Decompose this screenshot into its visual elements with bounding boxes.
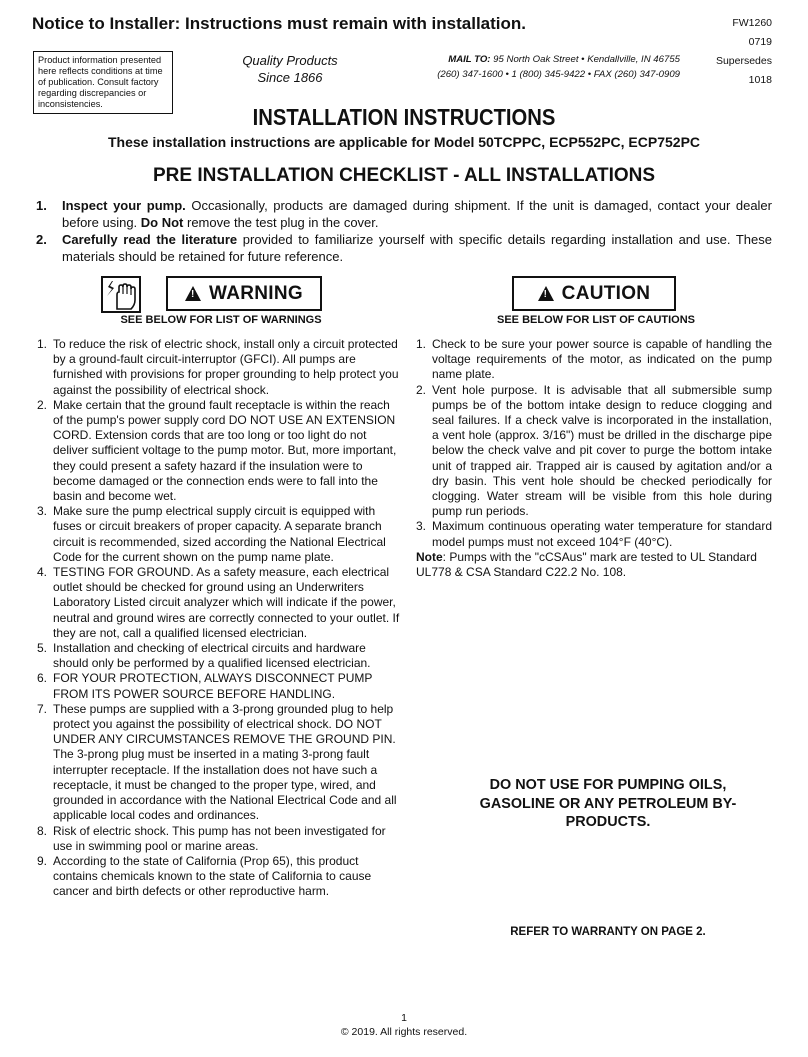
disclaimer-line: regarding discrepancies or bbox=[38, 88, 147, 98]
warning-item bbox=[37, 398, 403, 504]
mail-address: 95 North Oak Street • Kendallville, IN 46755 bbox=[490, 54, 680, 65]
doc-code: FW1260 bbox=[732, 17, 772, 29]
checklist-item bbox=[36, 231, 772, 265]
warranty-reference: REFER TO WARRANTY ON PAGE 2. bbox=[510, 926, 706, 938]
certification-note bbox=[416, 550, 772, 580]
mailing-address bbox=[398, 52, 680, 82]
item-number: 7. bbox=[37, 701, 48, 716]
item-number: 1. bbox=[36, 198, 47, 213]
tagline-line: Quality Products bbox=[242, 53, 338, 68]
item-number: 1. bbox=[37, 337, 48, 351]
item-heading: Carefully read the literature bbox=[62, 232, 238, 247]
item-text: Installation and checking of electrical circuits and hardware should only be performed by a qualified licensed electrician. bbox=[53, 641, 371, 671]
item-text: Risk of electric shock. This pump has not been investigated for use in swimming pool or marine areas. bbox=[53, 823, 386, 853]
disclaimer-line: inconsistencies. bbox=[38, 99, 103, 109]
caution-item bbox=[416, 337, 772, 383]
document-number-block bbox=[716, 14, 772, 90]
checklist-heading: PRE INSTALLATION CHECKLIST - ALL INSTALLATIONS bbox=[152, 165, 656, 186]
electric-shock-hand-icon bbox=[101, 276, 141, 313]
item-text: Make certain that the ground fault receptacle is within the reach of the pump's power supply cord DO NOT USE AN EXTENSION CORD. Extension cords that are too long or too light do not deliver sufficient voltage to the pump motor. But, more important, they could present a safety hazard if the insulation were to become damaged or the connection ends were to fall into the basin and become wet. bbox=[53, 397, 397, 504]
item-number: 3. bbox=[37, 504, 48, 519]
supersedes-value: 1018 bbox=[748, 74, 772, 86]
caution-banner bbox=[512, 276, 676, 311]
item-number: 8. bbox=[37, 823, 48, 838]
item-number: 2. bbox=[36, 232, 47, 247]
item-text: TESTING FOR GROUND. As a safety measure, each electrical outlet should be checked for ground using an Underwriters Laboratory Listed circuit analyzer which will indicate if the power, neutral and ground wires are correctly connected to your outlet. If they are not, call a qualified licensed electrician. bbox=[53, 565, 400, 640]
checklist-item bbox=[36, 197, 772, 231]
warnings-subheading: SEE BELOW FOR LIST OF WARNINGS bbox=[120, 314, 322, 326]
doc-date: 0719 bbox=[748, 36, 772, 48]
warning-item bbox=[37, 824, 403, 854]
item-text: FOR YOUR PROTECTION, ALWAYS DISCONNECT PUMP FROM ITS POWER SOURCE BEFORE HANDLING. bbox=[53, 671, 373, 701]
item-text: Maximum continuous operating water temperature for standard model pumps must not exceed 104°F (40°C). bbox=[432, 519, 772, 549]
item-number: 3. bbox=[416, 519, 427, 534]
cautions-list bbox=[416, 337, 772, 580]
item-text: To reduce the risk of electric shock, install only a circuit protected by a ground-fault circuit-interruptor (GFCI). All pumps are furnished with provisions for proper grounding to help protect you against the possibility of electrical shock. bbox=[53, 337, 399, 397]
warnings-list bbox=[37, 337, 403, 900]
item-text: According to the state of California (Prop 65), this product contains chemicals known to the state of California to cause cancer and birth defects or other reproductive harm. bbox=[53, 853, 372, 899]
warning-item bbox=[37, 565, 403, 641]
warning-banner bbox=[166, 276, 322, 311]
item-number: 2. bbox=[37, 397, 48, 412]
item-number: 5. bbox=[37, 641, 48, 656]
disclaimer-line: here reflects conditions at time bbox=[38, 66, 163, 76]
warning-item bbox=[37, 641, 403, 671]
caution-item bbox=[416, 519, 772, 549]
note-label: Note bbox=[416, 549, 443, 564]
page-number: 1 bbox=[401, 1012, 407, 1024]
disclaimer-line: Product information presented bbox=[38, 55, 162, 65]
item-heading: Inspect your pump. bbox=[62, 198, 186, 213]
item-number: 9. bbox=[37, 853, 48, 868]
tagline-line: Since 1866 bbox=[257, 70, 323, 85]
warning-item bbox=[37, 504, 403, 565]
copyright-notice: © 2019. All rights reserved. bbox=[340, 1026, 468, 1038]
page-title: INSTALLATION INSTRUCTIONS bbox=[252, 104, 556, 130]
warning-triangle-icon bbox=[538, 286, 554, 301]
item-text: These pumps are supplied with a 3-prong grounded plug to help protect you against the possibility of electrical shock. DO NOT UNDER ANY CIRCUMSTANCES REMOVE THE GROUND PIN. The 3-prong plug must be inserted in a mating 3-prong fault interrupter receptacle. If the installation does not have such a receptacle, it must be changed to the proper type, wired, and grounded in accordance with the National Electrical Code and all applicable local codes and ordinances. bbox=[53, 701, 397, 823]
item-number: 2. bbox=[416, 382, 427, 397]
item-text: Make sure the pump electrical supply circuit is equipped with fuses or circuit breakers of proper capacity. A separate branch circuit is recommended, sized according the National Electrical Code for the current shown on the pump name plate. bbox=[53, 504, 386, 564]
item-text: remove the test plug in the cover. bbox=[183, 215, 379, 230]
item-text: Vent hole purpose. It is advisable that all submersible sump pumps be of the bottom intake design to reduce clogging and seal failures. If a check valve is incorporated in the installation, a vent hole (approx. 3/16") must be drilled in the discharge pipe below the check valve and pit cover to purge the bottom intake unit of trapped air. Trapped air is caused by agitation and/or a dry basin. This vent hole should be checked periodically for clogging. Water stream will be visible from this hole during pump run periods. bbox=[432, 382, 772, 519]
note-text: : Pumps with the "cCSAus" mark are tested to UL Standard UL778 & CSA Standard C22.2 No. 108. bbox=[416, 549, 757, 580]
cautions-subheading: SEE BELOW FOR LIST OF CAUTIONS bbox=[497, 314, 695, 326]
warning-triangle-icon bbox=[185, 286, 201, 301]
petroleum-warning: DO NOT USE FOR PUMPING OILS, GASOLINE OR ANY PETROLEUM BY-PRODUCTS. bbox=[479, 777, 737, 830]
warning-item bbox=[37, 702, 403, 824]
warning-label: WARNING bbox=[209, 282, 303, 304]
company-tagline bbox=[225, 52, 355, 86]
supersedes-label: Supersedes bbox=[715, 55, 772, 67]
item-emphasis: Do Not bbox=[140, 215, 184, 230]
item-number: 6. bbox=[37, 671, 48, 686]
phone-numbers: (260) 347-1600 • 1 (800) 345-9422 • FAX (260) 347-0909 bbox=[437, 69, 680, 80]
caution-label: CAUTION bbox=[561, 282, 651, 304]
warning-item bbox=[37, 671, 403, 701]
item-number: 1. bbox=[416, 337, 427, 351]
mail-to-label: MAIL TO: bbox=[448, 54, 491, 65]
warning-item bbox=[37, 337, 403, 398]
item-text: provided to familiarize yourself with specific details regarding installation and use. These materials should be retained for future reference. bbox=[62, 232, 772, 264]
installer-notice: Notice to Installer: Instructions must remain with installation. bbox=[32, 14, 527, 33]
pre-installation-checklist bbox=[36, 197, 772, 265]
warning-item bbox=[37, 854, 403, 900]
model-applicability: These installation instructions are applicable for Model 50TCPPC, ECP552PC, ECP752PC bbox=[107, 134, 701, 150]
item-text: Check to be sure your power source is capable of handling the voltage requirements of the motor, as indicated on the pump name plate. bbox=[432, 337, 772, 382]
item-text: Occasionally, products are damaged during shipment. If the unit is damaged, contact your dealer before using. bbox=[62, 198, 772, 230]
disclaimer-line: of publication. Consult factory bbox=[38, 77, 159, 87]
item-number: 4. bbox=[37, 565, 48, 580]
caution-item bbox=[416, 383, 772, 520]
